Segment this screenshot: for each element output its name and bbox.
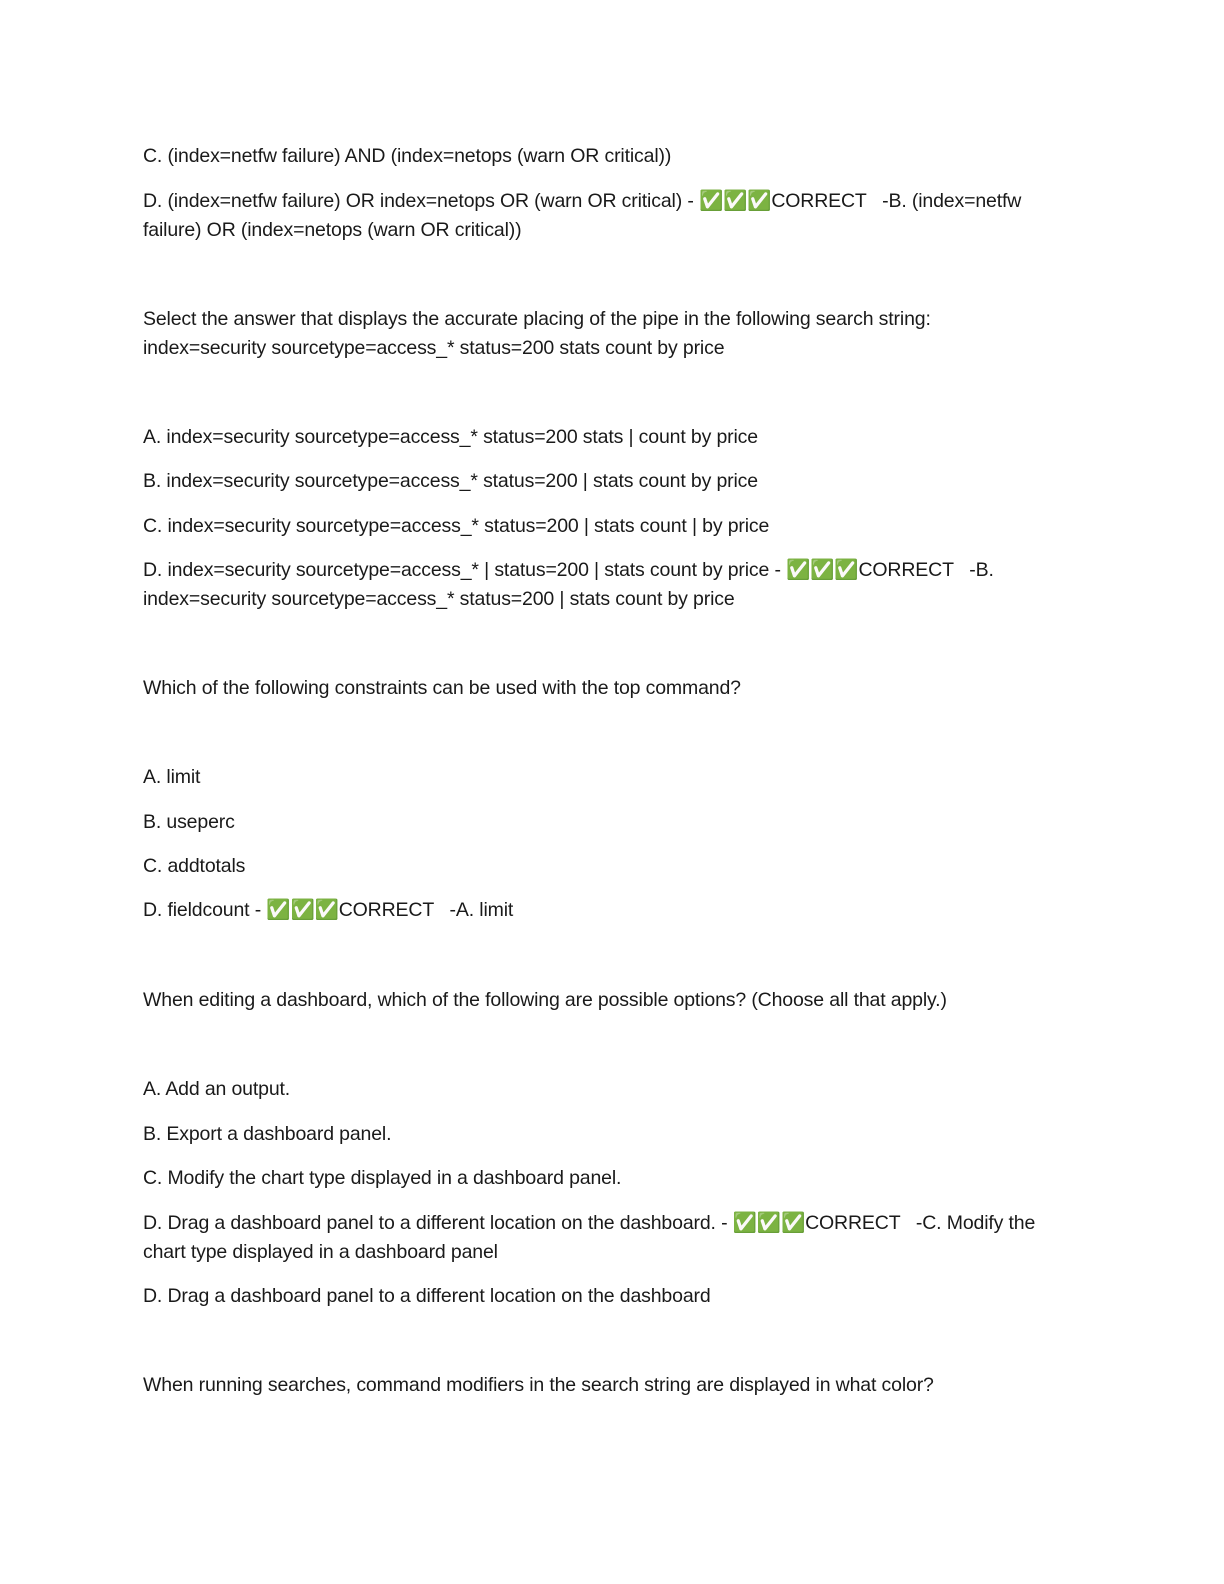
q-pipe-question: Select the answer that displays the accurate placing of the pipe in the following search string: index=security sourcetype=access_* status=200 stats count by price [143, 308, 937, 359]
q-dashboard-option-a: A. Add an output. [143, 1078, 291, 1100]
q-top-option-d-answer: D. fieldcount - ✅✅✅CORRECT -A. limit [143, 899, 514, 921]
q-pipe-option-d-answer: D. index=security sourcetype=access_* | status=200 | stats count by price - ✅✅✅CORRECT -B. index=security sourcetype=access_* status=200 | stats count by price [143, 559, 1000, 610]
q-pipe-option-b: B. index=security sourcetype=access_* status=200 | stats count by price [143, 470, 758, 492]
q-dashboard-question: When editing a dashboard, which of the following are possible options? (Choose all that apply.) [143, 989, 947, 1011]
q-pipe-option-c: C. index=security sourcetype=access_* status=200 | stats count | by price [143, 515, 770, 537]
q-dashboard-answer-cont: D. Drag a dashboard panel to a different location on the dashboard [143, 1285, 711, 1307]
q-dashboard-option-d-answer: D. Drag a dashboard panel to a different location on the dashboard. - ✅✅✅CORRECT -C. Modify the chart type displayed in a dashboard panel [143, 1212, 1041, 1263]
q-top-option-a: A. limit [143, 766, 201, 788]
q-top-option-c: C. addtotals [143, 855, 246, 877]
q-dashboard-option-b: B. Export a dashboard panel. [143, 1123, 392, 1145]
q-prev-option-d-answer: D. (index=netfw failure) OR index=netops OR (warn OR critical) - ✅✅✅CORRECT -B. (index=netfw failure) OR (index=netops (warn OR critical)) [143, 190, 1027, 241]
q-dashboard-option-c: C. Modify the chart type displayed in a dashboard panel. [143, 1167, 622, 1189]
q-top-option-b: B. useperc [143, 811, 235, 833]
q-prev-option-c: C. (index=netfw failure) AND (index=netops (warn OR critical)) [143, 145, 672, 167]
q-color-question: When running searches, command modifiers in the search string are displayed in what color? [143, 1374, 934, 1396]
q-top-question: Which of the following constraints can be used with the top command? [143, 677, 741, 699]
q-pipe-option-a: A. index=security sourcetype=access_* status=200 stats | count by price [143, 426, 758, 448]
